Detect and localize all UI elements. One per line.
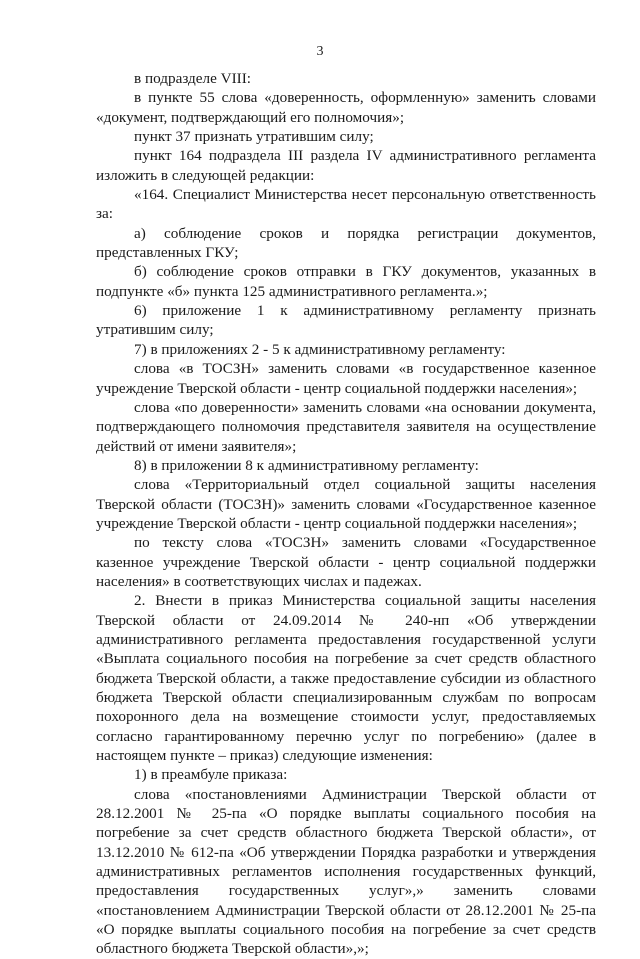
document-body bbox=[96, 69, 596, 959]
paragraph: 1) в преамбуле приказа: bbox=[134, 766, 288, 784]
paragraph: слова «по доверенности» заменить словами «на основании документа, подтверждающего полномочия представителя заявителя на осуществление действий от имени заявителя»; bbox=[96, 398, 596, 455]
paragraph: в подразделе VIII: bbox=[134, 70, 251, 87]
paragraph: по тексту слова «ТОСЗН» заменить словами «Государственное казенное учреждение Тверской области - центр социальной поддержки населения» в соответствующих числах и падежах. bbox=[96, 534, 596, 590]
paragraph: а) соблюдение сроков и порядка регистрации документов, представленных ГКУ; bbox=[96, 224, 596, 262]
paragraph: 8) в приложении 8 к административному регламенту: bbox=[134, 456, 479, 474]
paragraph: «164. Специалист Министерства несет персональную ответственность за: bbox=[96, 186, 596, 223]
paragraph: 2. Внести в приказ Министерства социальной защиты населения Тверской области от 24.09.2014 № 240-нп «Об утверждении административного регламента предоставления государственной услуги «Выплата социального пособия на погребение за счет средств областного бюджета Тверской области, а также предоставление субсидии из областного бюджета Тверской области специализированным службам по вопросам похоронного дела на возмещение стоимости услуг, предоставляемых согласно гарантированному перечню услуг по погребению» (далее в настоящем пункте – приказ) следующие изменения: bbox=[96, 592, 596, 765]
paragraph: б) соблюдение сроков отправки в ГКУ документов, указанных в подпункте «б» пункта 125 административного регламента.»; bbox=[96, 263, 596, 300]
paragraph: слова «в ТОСЗН» заменить словами «в государственное казенное учреждение Тверской области - центр социальной поддержки населения»; bbox=[96, 360, 596, 397]
paragraph: в пункте 55 слова «доверенность, оформленную» заменить словами «документ, подтверждающий его полномочия»; bbox=[96, 89, 596, 126]
paragraph: 6) приложение 1 к административному регламенту признать утратившим силу; bbox=[96, 302, 596, 339]
paragraph: 7) в приложениях 2 - 5 к административному регламенту: bbox=[134, 340, 506, 358]
paragraph: слова «постановлениями Администрации Тверской области от 28.12.2001 № 25-па «О порядке выплаты социального пособия на погребение за счет средств областного бюджета Тверской области», от 13.12.2010 № 612-па «Об утверждении Порядка разработки и утверждения административных регламентов исполнения государственных функций, предоставления государственных услуг»,» заменить словами «постановлением Администрации Тверской области от 28.12.2001 № 25-па «О порядке выплаты социального пособия на погребение за счет средств областного бюджета Тверской области»,»; bbox=[96, 785, 596, 958]
page-number: 3 bbox=[316, 44, 324, 59]
paragraph: пункт 164 подраздела III раздела IV административного регламента изложить в следующей редакции: bbox=[96, 147, 596, 184]
paragraph: слова «Территориальный отдел социальной защиты населения Тверской области (ТОСЗН)» заменить словами «Государственное казенное учреждение Тверской области - центр социальной поддержки населения»; bbox=[96, 476, 596, 532]
paragraph: пункт 37 признать утратившим силу; bbox=[134, 128, 374, 146]
